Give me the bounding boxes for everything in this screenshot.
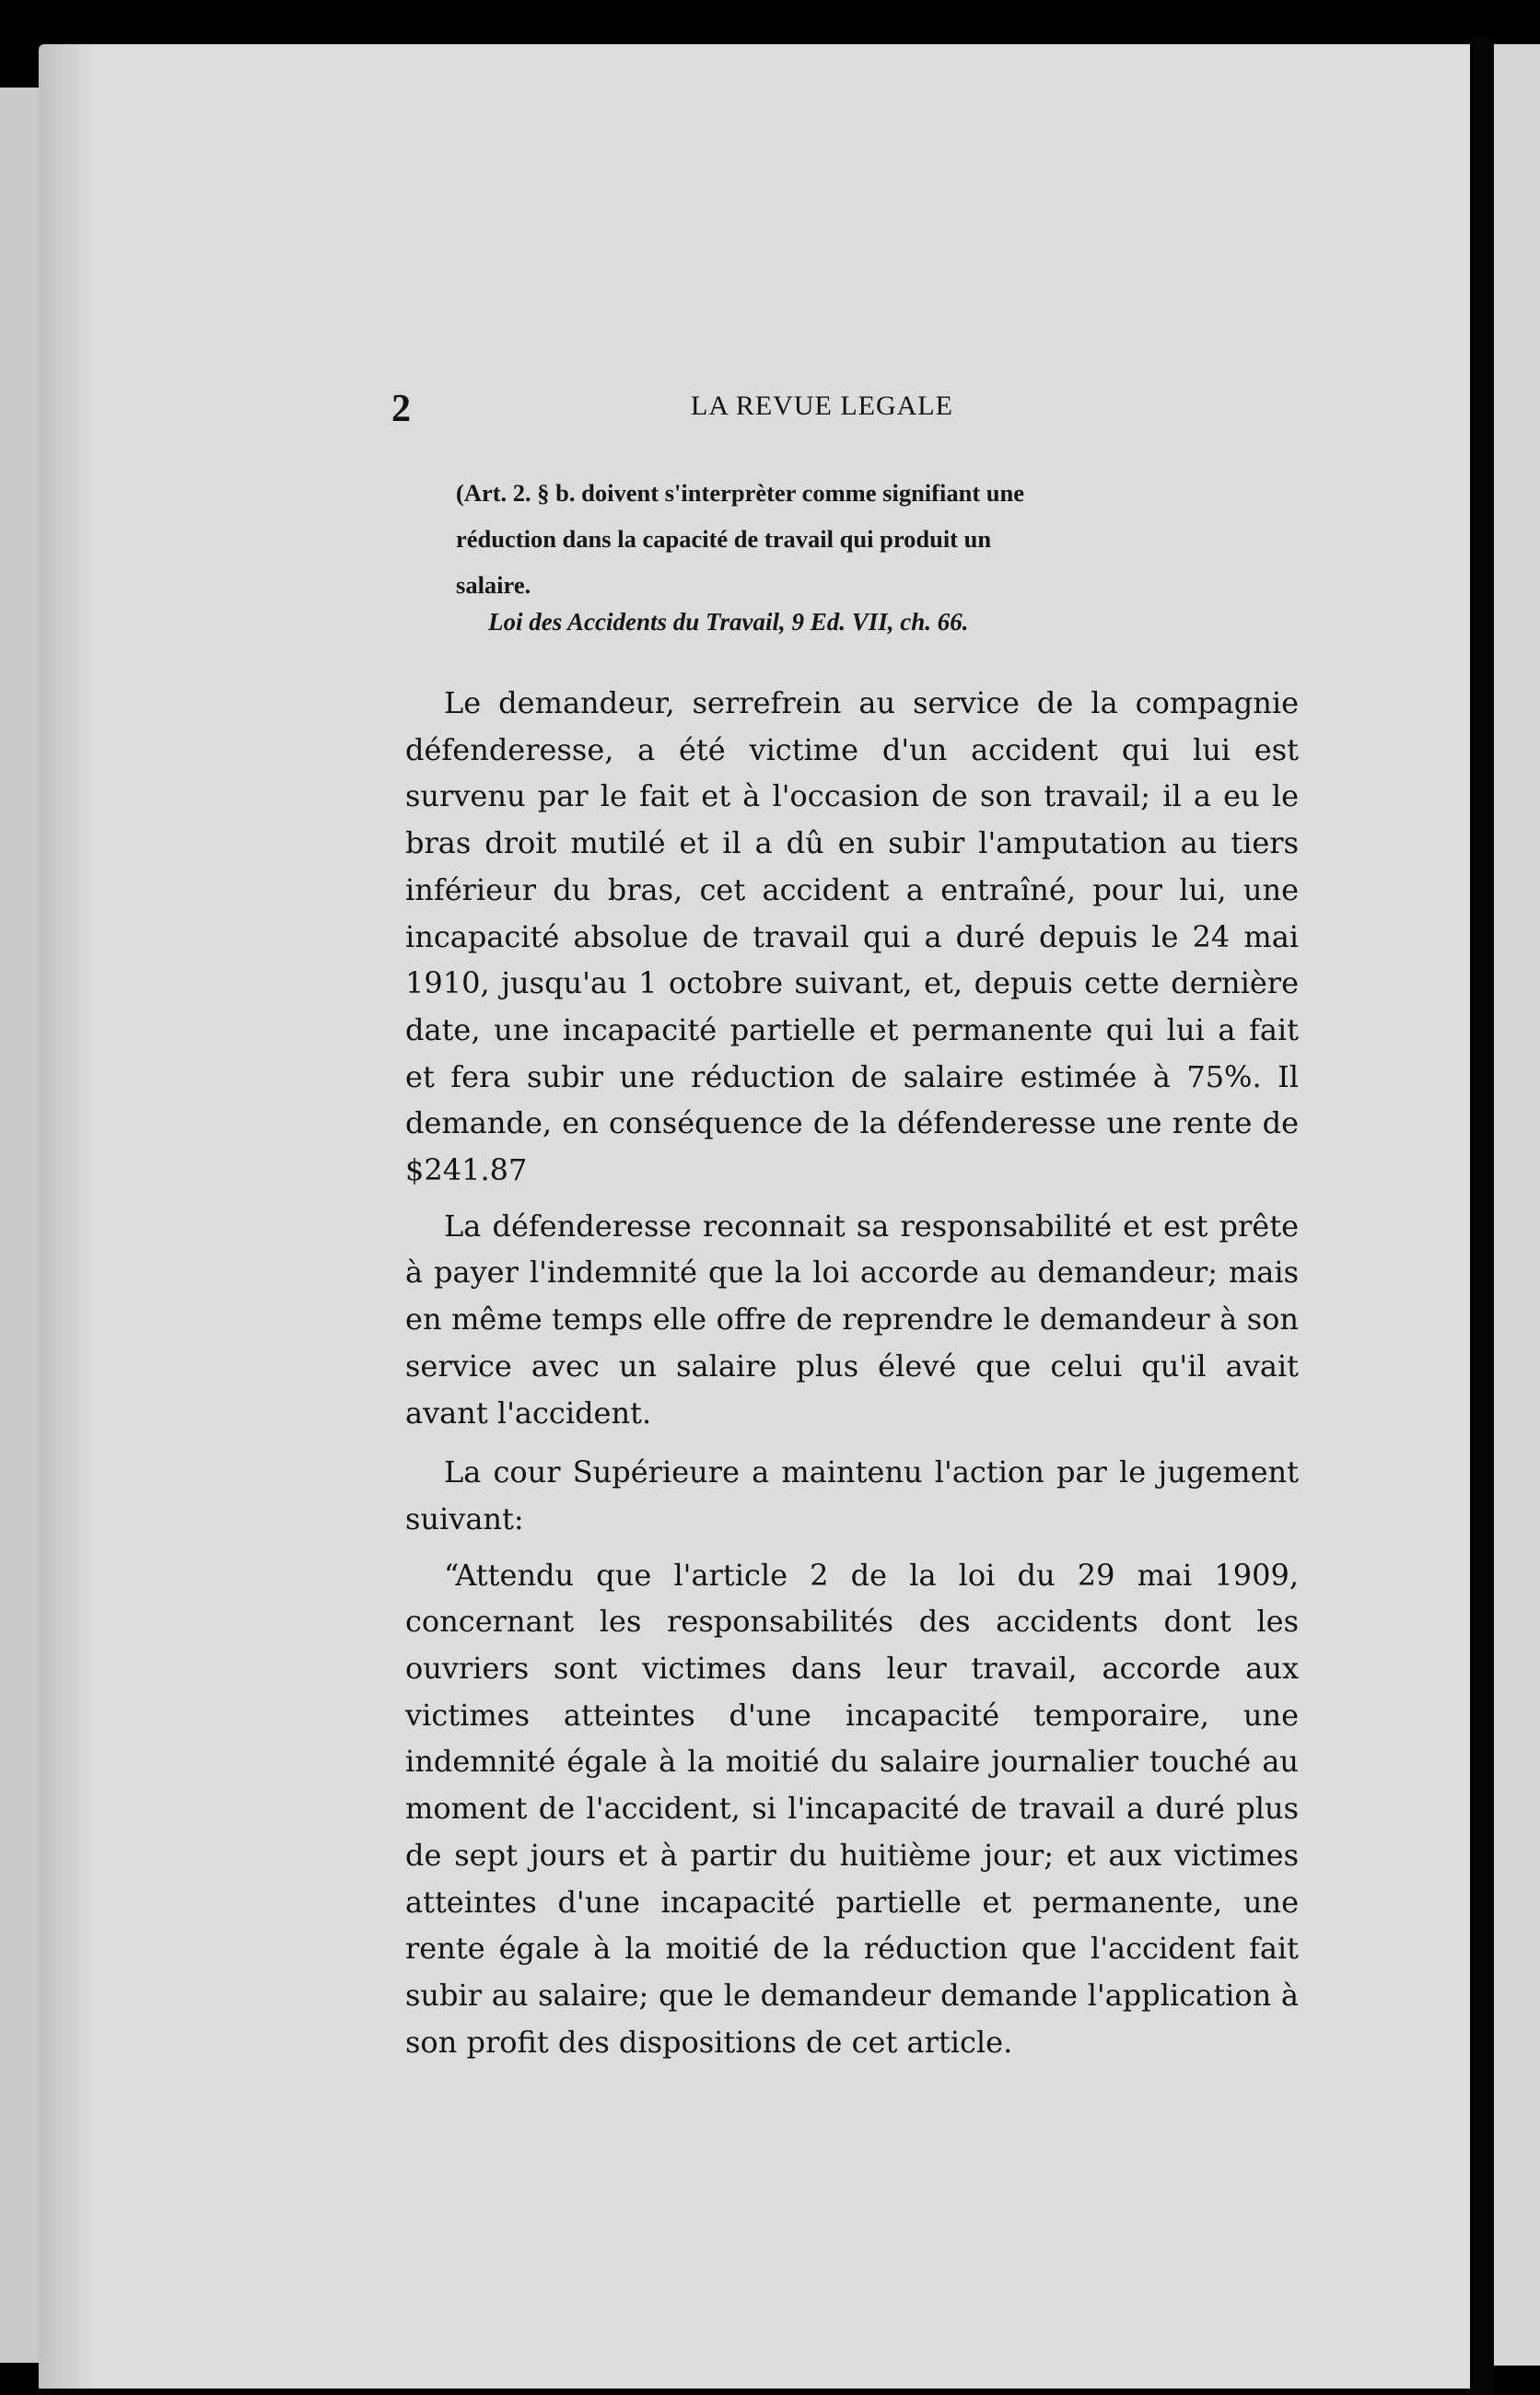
law-citation: Loi des Accidents du Travail, 9 Ed. VII, ch. 66. [488, 608, 969, 636]
running-head [391, 387, 1312, 433]
paragraph: La cour Supérieure a maintenu l'action par le jugement suivant: [405, 1455, 1299, 1536]
headnote [456, 470, 1290, 608]
paragraph: “Attendu que l'article 2 de la loi du 29 mai 1909, concernant les responsabilités des accidents dont les ouvriers sont victimes dans leur travail, accorde aux victimes atteintes d'une incapacité temporaire, une indemnité égale à la moitié du salaire journalier touché au moment de l'accident, si l'incapacité de travail a duré plus de sept jours et à partir du huitième jour; et aux victimes atteintes d'une incapacité partielle et permanente, une rente égale à la moitié de la réduction que l'accident fait subir au salaire; que le demandeur demande l'application à son profit des dispositions de cet article. [405, 1557, 1299, 2060]
headnote-line: salaire. [456, 571, 531, 599]
journal-title: LA REVUE LEGALE [691, 391, 953, 421]
headnote-line: réduction dans la capacité de travail qui produit un [456, 525, 992, 553]
book-spine [1470, 37, 1494, 2395]
paragraph: La défenderesse reconnait sa responsabilité et est prête à payer l'indemnité que la loi accorde au demandeur; mais en même temps elle offre de reprendre le demandeur à son service avec un salaire plus élevé que celui qu'il avait avant l'accident. [405, 1208, 1299, 1431]
facing-page-edge [1492, 44, 1540, 2366]
page-gutter-shadow [39, 44, 94, 2389]
body-text [405, 680, 1299, 2065]
paragraph: Le demandeur, serrefrein au service de la compagnie défenderesse, a été victime d'un accident qui lui est survenu par le fait et à l'occasion de son travail; il a eu le bras droit mutilé et il a dû en subir l'amputation au tiers inférieur du bras, cet accident a entraîné, pour lui, une incapacité absolue de travail qui a duré depuis le 24 mai 1910, jusqu'au 1 octobre suivant, et, depuis cette dernière date, une incapacité partielle et permanente qui lui a fait et fera subir une réduction de salaire estimée à 75%. Il demande, en conséquence de la défenderesse une rente de $241.87 [405, 685, 1299, 1188]
headnote-line: (Art. 2. § b. doivent s'interprèter comme signifiant une [456, 479, 1025, 507]
page-number: 2 [391, 388, 411, 430]
